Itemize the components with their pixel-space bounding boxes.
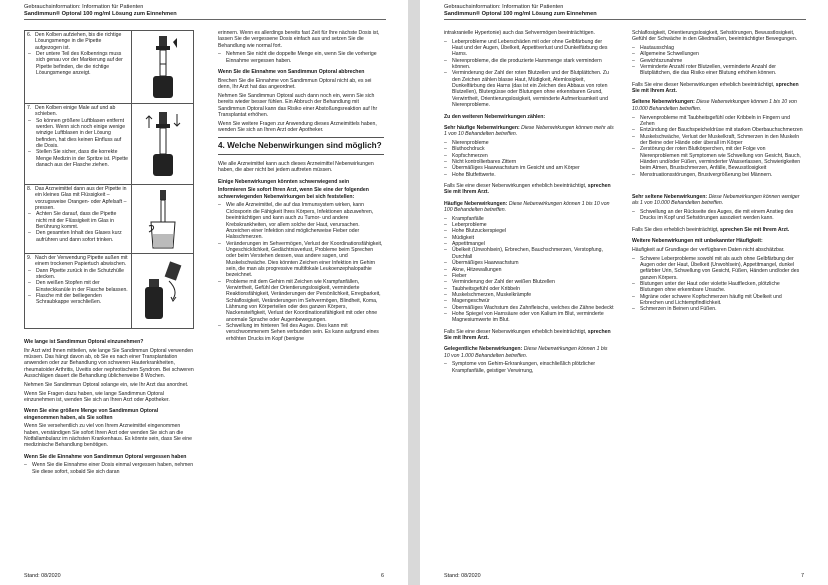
frequency-label: Gelegentliche Nebenwirkungen: <box>444 346 523 353</box>
bullet-list <box>444 140 614 178</box>
page-header <box>24 4 177 17</box>
section-heading: Zu den weiteren Nebenwirkungen zählen: <box>444 113 546 120</box>
list-item: – Symptome von Gehirn-Erkrankungen, einschließlich plötzlicher Krampfanfälle, geistiger Verwirrung, <box>444 361 614 374</box>
list-item: – Migräne oder schwere Kopfschmerzen häufig mit Übelkeit und Erbrechen und Lichtempfindlichkeit. <box>632 294 804 307</box>
bullet-list <box>632 115 804 178</box>
list-item: – Nehmen Sie nicht die doppelte Menge ein, wenn Sie die vorherige Einnahme vergessen haben. <box>218 51 384 64</box>
advice-text: Falls Sie eine dieser Nebenwirkungen erheblich beeinträchtigt, <box>444 328 588 335</box>
paragraph: Wenn Sie weitere Fragen zur Anwendung dieses Arzneimittels haben, wenden Sie sich an Ihren Arzt oder Apotheker. <box>218 120 377 134</box>
instruction-steps-box <box>24 30 194 329</box>
list-item: – Menstruationsstörungen, Brustvergrößerung bei Männern. <box>632 172 804 178</box>
advice-emphasis: sprechen Sie mit Ihrem Arzt. <box>444 183 611 196</box>
frequency-heading <box>444 125 614 138</box>
frequency-heading <box>632 194 804 207</box>
paragraph: Schlaflosigkeit, Orientierungslosigkeit, Sehstörungen, Bewusstlosigkeit, Gefühl der Schwäche in den Gliedmaßen, beeinträchtigter Bewegungen. <box>632 30 798 43</box>
advice-text: Falls Sie dies erheblich beeinträchtigt, <box>632 226 721 233</box>
list-item: – Schmerzen in Beinen und Füßen. <box>632 306 804 312</box>
chapter-title: 4. Welche Nebenwirkungen sind möglich? <box>218 137 384 155</box>
advice-emphasis: sprechen Sie mit Ihrem Arzt. <box>720 226 790 233</box>
paragraph: Nehmen Sie Sandimmun Optoral auch dann noch ein, wenn Sie sich bereits wieder besser fühlen. Ein Abbruch der Behandlung mit Sandimmun Optoral kann das Risiko einer Abstoßungsreaktion auf Ihr Transplantat erhöhen. <box>218 92 378 118</box>
frequency-label: Sehr seltene Nebenwirkungen: <box>632 194 708 200</box>
frequency-label: Sehr häufige Nebenwirkungen: <box>444 124 520 131</box>
header-subtitle: Sandimmun® Optoral 100 mg/ml Lösung zum Einnehmen <box>24 10 177 17</box>
step-instruction: Nach der Verwendung Pipette außen mit einem trockenen Papiertuch abwischen. <box>35 255 128 268</box>
list-item: – Fieber <box>444 273 614 279</box>
frequency-description: Diese Nebenwirkungen können mehr als 1 von 10 Behandelten betreffen. <box>444 124 614 138</box>
list-item: – Übermäßiges Haarwachstum <box>444 260 614 266</box>
header-subtitle: Sandimmun® Optoral 100 mg/ml Lösung zum Einnehmen <box>444 10 597 17</box>
list-item: – Nervenprobleme mit Taubheitsgefühl oder Kribbeln in Fingern und Zehen <box>632 115 804 128</box>
list-item: – Probleme mit dem Gehirn mit Zeichen wie Krampfanfällen, Verwirrtheit, Gefühl der Orientierungslosigkeit, verminderte Reaktionsfähigkeit, Veränderungen der Persönlichkeit, Erregbarkeit, Schlaflosigkeit, Veränderungen im Sehvermögen, Blindheit, Koma, Lähmung von Körperteilen oder des ganzen Körpers, Nackensteifigkeit, Verlust der Koordinationsfähigkeit mit oder ohne anormale Sprache oder Augenbewegungen. <box>218 279 384 323</box>
step-bullet: – So können größere Luftblasen entfernt werden. Wenn sich noch einige wenige winzige Luftblasen in der Lösung befinden, hat dies keinen Einfluss auf die Dosis. <box>28 118 128 150</box>
list-item: – Schwere Leberprobleme sowohl mit als auch ohne Gelbfärbung der Augen oder der Haut, Übelkeit (Unwohlsein), Appetitmangel, dunkel gefärbter Urin, Schwellung von Gesicht, Füßen, Händen und/oder des ganzen Körpers. <box>632 256 804 281</box>
right-page-column-1 <box>444 30 614 377</box>
step-text <box>25 185 131 253</box>
list-item: – Taubheitsgefühl oder Kribbeln <box>444 286 614 292</box>
bullet-list <box>444 361 614 374</box>
step-instruction: Den Kolben aufziehen, bis die richtige Lösungsmenge in die Pipette aufgezogen ist. <box>35 32 122 51</box>
list-item: – Zerstörung der roten Blutkörperchen, mit der Folge von Nierenproblemen mit Symptomen wie Schwellung von Gesicht, Bauch, Händen und/oder Füßen, verminderter Wasserlassen, Schwierigkeiten beim Atmen, Brustschmerzen, Anfälle, Bewusstlosigkeit <box>632 146 804 171</box>
bullet-list <box>218 51 384 64</box>
paragraph: Wie alle Arzneimittel kann auch dieses Arzneimittel Nebenwirkungen haben, die aber nicht bei jedem auftreten müssen. <box>218 160 374 174</box>
instruction-step <box>25 254 193 328</box>
page-number: 7 <box>801 573 804 579</box>
step-text <box>25 31 131 103</box>
step-text <box>25 104 131 184</box>
bullet-list <box>632 45 804 77</box>
advice-emphasis: sprechen Sie mit Ihrem Arzt. <box>632 81 799 95</box>
frequency-description: Diese Nebenwirkungen können 1 bis 10 von 1.000 Behandelten betreffen. <box>444 346 608 359</box>
left-page-column-1-text <box>24 339 194 475</box>
step-instruction: Das Arzneimittel dann aus der Pipette in ein kleines Glas mit Flüssigkeit – vorzugsweise Orangen- oder Apfelsaft – pressen. <box>35 186 127 212</box>
frequency-description: Diese Nebenwirkungen können 1 bis 10 von 100 Behandelten betreffen. <box>444 200 610 214</box>
step-bullet: – Dann Pipette zurück in die Schutzhülle stecken. <box>28 268 128 281</box>
bullet-list <box>218 202 384 342</box>
list-item: – Übermäßiges Wachstum des Zahnfleischs, welches die Zähne bedeckt <box>444 305 614 311</box>
frequency-description: Diese Nebenwirkungen können weniger als 1 von 10.000 Behandelten betreffen. <box>632 194 800 207</box>
paragraph: Wenn Sie Fragen dazu haben, wie lange Sandimmun Optoral einzunehmen ist, wenden Sie sich an Ihren Arzt oder Apotheker. <box>24 390 170 403</box>
pipette-drawing-icon <box>131 31 193 103</box>
list-item: – Allgemeine Schwellungen <box>632 51 804 57</box>
page-number: 6 <box>381 573 384 579</box>
section-heading: Wenn Sie die Einnahme von Sandimmun Optoral abbrechen <box>218 69 365 76</box>
section-heading: Wenn Sie die Einnahme von Sandimmun Optoral vergessen haben <box>24 453 187 460</box>
header-rule <box>24 19 386 20</box>
list-item: – Hohe Blutfettwerte. <box>444 172 614 178</box>
page-6 <box>0 0 408 585</box>
list-item: – Wenn Sie die Einnahme einer Dosis einmal vergessen haben, nehmen Sie diese sofort, sobald Sie sich daran <box>24 462 194 475</box>
list-item: – Verminderung der Zahl der roten Blutzellen und der Blutplättchen. Zu den Zeichen zählen blasse Haut, Müdigkeit, Atemlosigkeit, Dunkelfärbung des Harns (das ist ein Zeichen des Abbaus von roten Blutzellen), Blutergüsse oder Blutungen ohne erkennbaren Grund, Verwirrtheit, Orientierungslosigkeit, verminderte Aufmerksamkeit und Nierenprobleme. <box>444 70 614 108</box>
bottle-cap-drawing-icon <box>131 254 193 328</box>
list-item: – Übelkeit (Unwohlsein), Erbrechen, Bauchschmerzen, Verstopfung, Durchfall <box>444 247 614 260</box>
list-item: – Muskelschwäche, Verlust der Muskelkraft, Schmerzen in den Muskeln der Beine oder Hände oder überall im Körper <box>632 134 804 147</box>
step-bullet: – Den gesamten Inhalt des Glases kurz aufrühren und dann sofort trinken. <box>28 230 128 243</box>
step-bullet: – Flasche mit der beiliegenden Schraubkappe verschließen. <box>28 293 128 306</box>
section-heading: Weitere Nebenwirkungen mit unbekannter Häufigkeit: <box>632 238 763 245</box>
list-item: – Leberprobleme und Leberschäden mit oder ohne Gelbfärbung der Haut und der Augen, Übelkeit, Appetitverlust und Dunkelfärbung des Harns. <box>444 39 614 58</box>
paragraph: intrakranielle Hypertonie) auch das Sehvermögen beeinträchtigen. <box>444 30 595 36</box>
paragraph: erinnern. Wenn es allerdings bereits fast Zeit für Ihre nächste Dosis ist, lassen Sie die vergessene Dosis einfach aus und setzen Sie die Behandlung wie normal fort. <box>218 30 380 49</box>
step-number: 6. <box>27 32 32 38</box>
list-item: – Hohe Spiegel von Harnsäure oder von Kalium im Blut, verminderte Magnesiumwerte im Blut. <box>444 311 614 324</box>
step-bullet: – Stellen Sie sicher, dass die korrekte Menge Medizin in der Spritze ist. Pipette danach aus der Flasche ziehen. <box>28 149 128 168</box>
step-bullet: – Achten Sie darauf, dass die Pipette nicht mit der Flüssigkeit im Glas in Berührung kommt. <box>28 211 128 230</box>
list-item: – Verminderte Anzahl roter Blutzellen, verminderte Anzahl der Blutplättchen, die das Risiko einer Blutung erhöhen können. <box>632 64 804 77</box>
advice-paragraph <box>444 183 614 196</box>
list-item: – Verminderung der Zahl der weißen Blutzellen <box>444 279 614 285</box>
frequency-heading <box>444 201 614 214</box>
list-item: – Krampfanfälle <box>444 216 614 222</box>
page-7 <box>420 0 828 585</box>
frequency-heading <box>444 346 614 359</box>
advice-paragraph <box>444 329 614 342</box>
left-page-column-1 <box>24 30 194 478</box>
paragraph: Brechen Sie die Einnahme von Sandimmun Optoral nicht ab, es sei denn, Ihr Arzt hat das angeordnet. <box>218 77 372 91</box>
frequency-label: Häufige Nebenwirkungen: <box>444 200 508 207</box>
bullet-list <box>24 462 194 475</box>
list-item: – Entzündung der Bauchspeicheldrüse mit starken Oberbauchschmerzen <box>632 127 804 133</box>
header-title: Gebrauchsinformation: Information für Patienten <box>24 4 144 10</box>
paragraph: Ihr Arzt wird Ihnen mitteilen, wie lange Sie Sandimmun Optoral verwenden müssen. Das hängt davon ab, ob Sie es nach einer Transplantation anwenden oder zur Behandlung von schweren Hauterkrankheiten, rheumatoider Arthritis, Uveitis oder nephrotischem Syndrom. Bei schweren Ausschlägen dauert die Behandlung üblicherweise 8 Wochen. <box>24 347 194 380</box>
frequency-description: Diese Nebenwirkungen können 1 bis 10 von 10.000 Behandelten betreffen. <box>632 99 797 112</box>
footer-date: Stand: 08/2020 <box>444 573 481 579</box>
step-bullet: – Der untere Teil des Kolbenrings muss sich genau vor der Markierung auf der Pipette befinden, die die richtige Lösungsmenge anzeigt. <box>28 51 128 76</box>
step-number: 8. <box>27 186 32 192</box>
instruction-paragraph: Informieren Sie sofort Ihren Arzt, wenn Sie eine der folgenden schwerwiegenden Nebenwirkungen bei sich feststellen: <box>218 187 369 200</box>
instruction-step <box>25 31 193 104</box>
paragraph: Häufigkeit auf Grundlage der verfügbaren Daten nicht abschätzbar. <box>632 246 785 253</box>
glass-drawing-icon <box>131 185 193 253</box>
header-rule <box>444 19 806 20</box>
list-item: – Wie alle Arzneimittel, die auf das Immunsystem wirken, kann Ciclosporin die Fähigkeit Ihres Körpers, Infektionen abzuwehren, beeinträchtigen und kann auch zu Tumor- und andere Krebskrankheiten, vor allem solche der Haut, verursachen. Anzeichen einer Infektion sind möglicherweise Fieber oder Halsschmerzen. <box>218 202 384 240</box>
list-item: – Hohe Blutzuckerspiegel <box>444 228 614 234</box>
page-header <box>444 4 597 17</box>
list-item: – Kopfschmerzen <box>444 153 614 159</box>
list-item: – Schwellung im hinteren Teil des Auges. Dies kann mit verschwommenem Sehen verbunden sein. Es kann aufgrund eines erhöhten Drucks im Kopf (benigne <box>218 323 384 342</box>
section-heading: Wenn Sie eine größere Menge von Sandimmun Optoral eingenommen haben, als Sie sollten <box>24 408 159 421</box>
list-item: – Akne, Hitzewallungen <box>444 267 614 273</box>
advice-text: Falls Sie eine dieser Nebenwirkungen erheblich beeinträchtigt, <box>444 183 588 189</box>
section-heading: Wie lange ist Sandimmun Optoral einzunehmen? <box>24 339 144 345</box>
list-item: – Hautausschlag <box>632 45 804 51</box>
paragraph: Nehmen Sie Sandimmun Optoral solange ein, wie Ihr Arzt das anordnet. <box>24 381 189 388</box>
list-item: – Muskelschmerzen, Muskelkrämpfe <box>444 292 614 298</box>
list-item: – Nierenprobleme, die die produzierte Harnmenge stark vermindern können. <box>444 58 614 71</box>
list-item: – Gewichtszunahme <box>632 58 804 64</box>
step-number: 7. <box>27 105 32 111</box>
section-heading: Einige Nebenwirkungen könnten schwerwiegend sein <box>218 178 350 185</box>
header-title: Gebrauchsinformation: Information für Patienten <box>444 4 564 10</box>
advice-paragraph <box>632 82 804 95</box>
frequency-label: Seltene Nebenwirkungen: <box>632 99 695 106</box>
bullet-list <box>444 216 614 324</box>
list-item: – Nierenprobleme <box>444 140 614 146</box>
advice-emphasis: sprechen Sie mit Ihrem Arzt. <box>444 328 611 341</box>
advice-text: Falls Sie eine dieser Nebenwirkungen erheblich beeinträchtigt, <box>632 81 776 88</box>
left-page-column-2 <box>218 30 384 345</box>
bullet-list <box>632 256 804 313</box>
advice-paragraph <box>632 227 804 233</box>
spacer <box>632 181 804 189</box>
list-item: – Leberprobleme <box>444 222 614 228</box>
bullet-list <box>632 209 804 222</box>
step-text <box>25 254 131 328</box>
list-item: – Müdigkeit <box>444 235 614 241</box>
paragraph: Wenn Sie versehentlich zu viel von Ihrem Arzneimittel eingenommen haben, verständigen Sie sofort Ihren Arzt oder wenden Sie sich an die Notfallambulanz im nächsten Krankenhaus. Es könnte sein, dass Sie eine medizinische Behandlung benötigen. <box>24 423 193 449</box>
instruction-step <box>25 185 193 254</box>
list-item: – Magengeschwür <box>444 298 614 304</box>
list-item: – Bluthochdruck <box>444 146 614 152</box>
list-item: – Nicht kontrollierbares Zittern <box>444 159 614 165</box>
list-item: – Appetitmangel <box>444 241 614 247</box>
list-item: – Veränderungen im Sehvermögen, Verlust der Koordinationsfähigkeit, Ungeschicklichkeit, Gedächtnisverlust, Probleme beim Sprechen oder beim Verstehen dessen, was andere sagen, und Muskelschwäche. Dies könnten Zeichen einer Infektion im Gehirn sein, die man als progressive multifokale Leukoenzephalopathie bezeichnet. <box>218 241 384 279</box>
list-item: – Übermäßiges Haarwachstum im Gesicht und am Körper <box>444 165 614 171</box>
list-item: – Blutungen unter der Haut oder violette Hautflecken, plötzliche Blutungen ohne erkennbare Ursache. <box>632 281 804 294</box>
step-bullet: – Den weißen Stopfen mit der Einsteckkanüle in der Flasche belassen. <box>28 280 128 293</box>
step-number: 9. <box>27 255 32 261</box>
step-instruction: Den Kolben einige Male auf und ab schieben. <box>35 105 116 118</box>
pipette-pump-drawing-icon <box>131 104 193 184</box>
frequency-heading <box>632 99 804 112</box>
instruction-step <box>25 104 193 185</box>
list-item: – Schwellung an der Rückseite des Auges, die mit einem Anstieg des Drucks im Kopf und Sehstörungen assoziiert werden kann. <box>632 209 804 222</box>
footer-date: Stand: 08/2020 <box>24 573 61 579</box>
right-page-column-2 <box>632 30 804 316</box>
bullet-list <box>444 39 614 109</box>
